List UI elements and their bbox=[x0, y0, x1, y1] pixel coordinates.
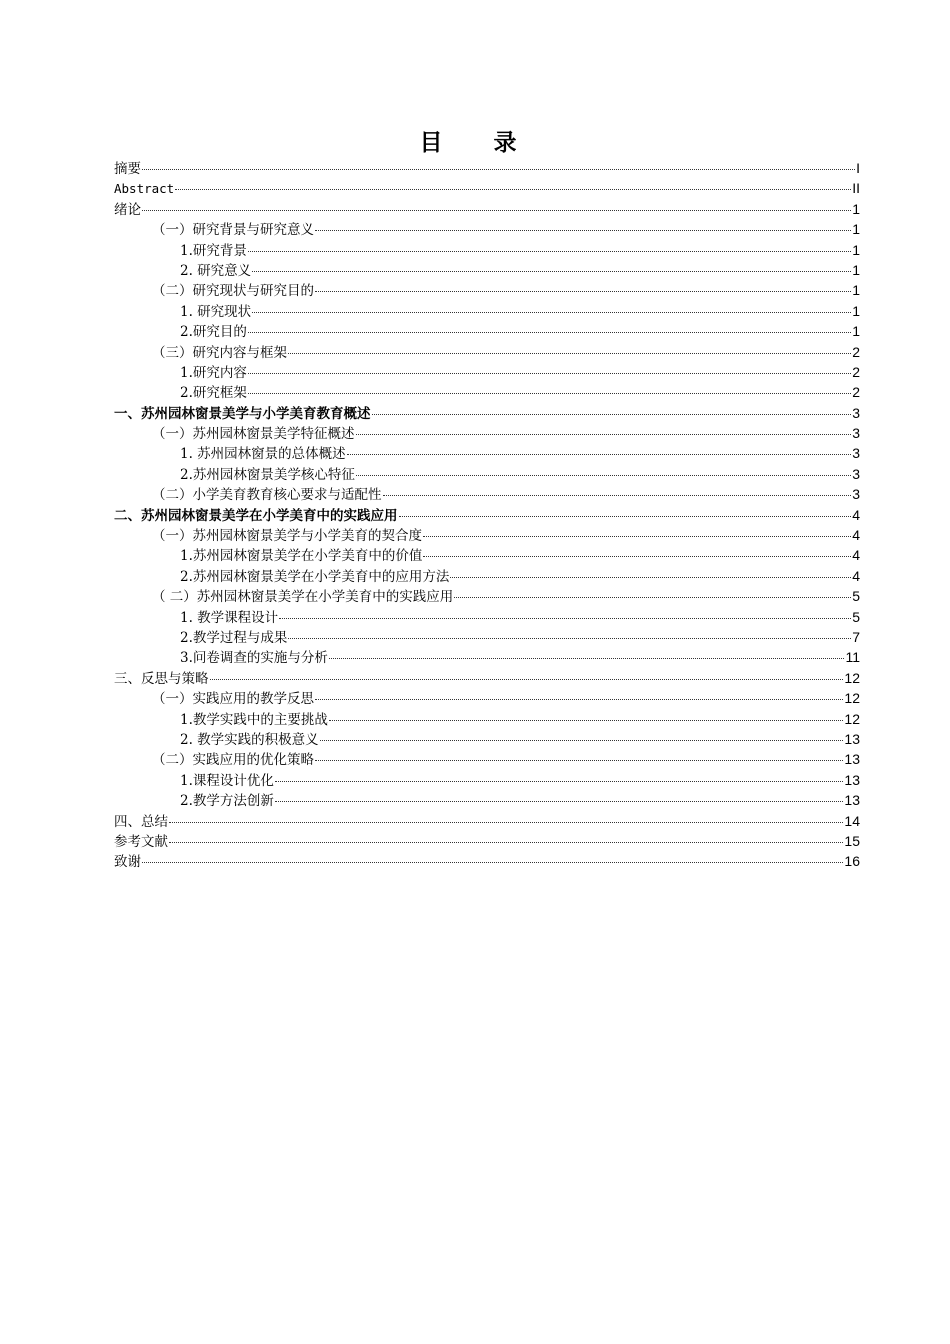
dot-leader bbox=[315, 699, 843, 700]
toc-entry[interactable] bbox=[114, 403, 860, 423]
toc-entry[interactable] bbox=[114, 831, 860, 851]
toc-entry[interactable] bbox=[114, 545, 860, 565]
dot-leader bbox=[142, 862, 843, 863]
toc-entry[interactable] bbox=[114, 464, 860, 484]
toc-entry[interactable] bbox=[114, 219, 860, 239]
toc-entry[interactable] bbox=[114, 280, 860, 300]
toc-entry-page-number: 12 bbox=[844, 710, 860, 727]
toc-entry-title: 1.研究内容 bbox=[180, 364, 247, 381]
toc-entry[interactable] bbox=[114, 260, 860, 280]
dot-leader bbox=[288, 353, 851, 354]
toc-entry-page-number: 16 bbox=[844, 853, 860, 870]
toc-entry-page-number: 13 bbox=[844, 751, 860, 768]
toc-entry-title: 2.研究框架 bbox=[180, 385, 247, 402]
toc-entry-title: （一）苏州园林窗景美学特征概述 bbox=[152, 426, 355, 443]
toc-entry[interactable] bbox=[114, 199, 860, 219]
toc-entry-title: 2. 教学实践的积极意义 bbox=[180, 731, 319, 748]
toc-entry-page-number: 13 bbox=[844, 792, 860, 809]
toc-entry-page-number: 1 bbox=[852, 323, 860, 340]
dot-leader bbox=[372, 414, 852, 415]
dot-leader bbox=[423, 536, 851, 537]
toc-entry[interactable] bbox=[114, 770, 860, 790]
toc-entry-page-number: 3 bbox=[852, 465, 860, 482]
toc-entry-page-number: 15 bbox=[844, 832, 860, 849]
toc-entry[interactable] bbox=[114, 566, 860, 586]
toc-entry-page-number: 3 bbox=[852, 486, 860, 503]
toc-entry[interactable] bbox=[114, 423, 860, 443]
toc-entry-title: 2.研究目的 bbox=[180, 324, 247, 341]
toc-entry-title: 二、苏州园林窗景美学在小学美育中的实践应用 bbox=[114, 507, 398, 524]
toc-entry-page-number: 11 bbox=[845, 649, 860, 666]
dot-leader bbox=[210, 679, 844, 680]
toc-entry-page-number: 13 bbox=[844, 771, 860, 788]
toc-entry-page-number: 1 bbox=[852, 241, 860, 258]
toc-entry[interactable] bbox=[114, 321, 860, 341]
toc-entry-title: 一、苏州园林窗景美学与小学美育教育概述 bbox=[114, 405, 371, 422]
toc-entry-page-number: 1 bbox=[852, 200, 860, 217]
toc-entry-title: （一）实践应用的教学反思 bbox=[152, 691, 314, 708]
toc-entry-title: 1. 苏州园林窗景的总体概述 bbox=[180, 446, 346, 463]
toc-entry[interactable] bbox=[114, 525, 860, 545]
toc-entry-page-number: 7 bbox=[852, 628, 860, 645]
toc-entry[interactable] bbox=[114, 688, 860, 708]
toc-entry-title: 致谢 bbox=[114, 854, 141, 871]
toc-entry-page-number: 3 bbox=[852, 445, 860, 462]
dot-leader bbox=[329, 720, 844, 721]
toc-entry-title: 绪论 bbox=[114, 201, 141, 218]
toc-entry-title: （三）研究内容与框架 bbox=[152, 344, 287, 361]
dot-leader bbox=[279, 618, 851, 619]
toc-entry[interactable] bbox=[114, 158, 860, 178]
toc-entry-title: 2.教学过程与成果 bbox=[180, 629, 288, 646]
toc-entry[interactable] bbox=[114, 811, 860, 831]
toc-entry-title: 参考文献 bbox=[114, 833, 168, 850]
toc-entry-page-number: 13 bbox=[844, 730, 860, 747]
toc-entry-page-number: 14 bbox=[844, 812, 860, 829]
dot-leader bbox=[315, 760, 843, 761]
toc-entry-title: （一）研究背景与研究意义 bbox=[152, 222, 314, 239]
dot-leader bbox=[320, 740, 844, 741]
toc-entry-page-number: 1 bbox=[852, 221, 860, 238]
dot-leader bbox=[347, 454, 852, 455]
dot-leader bbox=[252, 271, 851, 272]
toc-entry-page-number: 12 bbox=[844, 690, 860, 707]
toc-entry-title: 1. 研究现状 bbox=[180, 303, 252, 320]
toc-entry-title: Abstract bbox=[114, 181, 175, 197]
toc-entry[interactable] bbox=[114, 607, 860, 627]
toc-entry-page-number: 4 bbox=[852, 527, 860, 544]
dot-leader bbox=[383, 495, 852, 496]
toc-entry-page-number: I bbox=[856, 160, 860, 176]
toc-entry[interactable] bbox=[114, 586, 860, 606]
toc-entry[interactable] bbox=[114, 790, 860, 810]
toc-entry-title: （二）小学美育教育核心要求与适配性 bbox=[152, 487, 382, 504]
toc-entry-page-number: 4 bbox=[852, 506, 860, 523]
dot-leader bbox=[329, 658, 845, 659]
toc-entry-title: 1.苏州园林窗景美学在小学美育中的价值 bbox=[180, 548, 423, 565]
toc-entry-title: 四、总结 bbox=[114, 813, 168, 830]
toc-entry-page-number: 2 bbox=[852, 363, 860, 380]
toc-entry-page-number: 5 bbox=[852, 588, 860, 605]
dot-leader bbox=[248, 393, 851, 394]
toc-entry-page-number: 3 bbox=[852, 404, 860, 421]
toc-entry-title: 1. 教学课程设计 bbox=[180, 609, 279, 626]
toc-entry-title: （二）实践应用的优化策略 bbox=[152, 752, 314, 769]
toc-entry[interactable] bbox=[114, 729, 860, 749]
toc-entry-title: （二）研究现状与研究目的 bbox=[152, 283, 314, 300]
toc-entry-page-number: 1 bbox=[852, 282, 860, 299]
toc-entry-title: 摘要 bbox=[114, 161, 141, 177]
dot-leader bbox=[450, 577, 851, 578]
dot-leader bbox=[454, 597, 851, 598]
toc-entry[interactable] bbox=[114, 342, 860, 362]
toc-entry[interactable] bbox=[114, 382, 860, 402]
toc-entry-page-number: 1 bbox=[852, 261, 860, 278]
toc-entry-page-number: 1 bbox=[852, 302, 860, 319]
toc-entry-page-number: 3 bbox=[852, 425, 860, 442]
toc-entry-title: 2. 研究意义 bbox=[180, 262, 252, 279]
toc-entry[interactable] bbox=[114, 484, 860, 504]
toc-entry-page-number: 2 bbox=[852, 384, 860, 401]
toc-entry[interactable] bbox=[114, 178, 860, 198]
dot-leader bbox=[356, 475, 851, 476]
dot-leader bbox=[248, 251, 851, 252]
toc-entry[interactable] bbox=[114, 668, 860, 688]
toc-entry-title: 2.苏州园林窗景美学在小学美育中的应用方法 bbox=[180, 568, 450, 585]
dot-leader bbox=[315, 230, 851, 231]
dot-leader bbox=[315, 291, 851, 292]
dot-leader bbox=[252, 312, 851, 313]
table-of-contents bbox=[114, 158, 860, 872]
toc-entry-page-number: 4 bbox=[852, 567, 860, 584]
dot-leader bbox=[275, 801, 844, 802]
dot-leader bbox=[288, 638, 851, 639]
toc-entry-title: 3.问卷调查的实施与分析 bbox=[180, 650, 328, 667]
toc-entry[interactable] bbox=[114, 505, 860, 525]
dot-leader bbox=[248, 373, 851, 374]
dot-leader bbox=[142, 210, 851, 211]
toc-entry[interactable] bbox=[114, 749, 860, 769]
toc-entry[interactable] bbox=[114, 362, 860, 382]
toc-entry-title: 1.课程设计优化 bbox=[180, 772, 274, 789]
toc-entry[interactable] bbox=[114, 627, 860, 647]
toc-entry-title: 三、反思与策略 bbox=[114, 670, 209, 687]
dot-leader bbox=[175, 189, 851, 190]
toc-entry-page-number: 2 bbox=[852, 343, 860, 360]
dot-leader bbox=[423, 556, 851, 557]
toc-entry-title: 2.教学方法创新 bbox=[180, 793, 274, 810]
toc-entry-page-number: 4 bbox=[852, 547, 860, 564]
dot-leader bbox=[142, 169, 855, 170]
toc-entry[interactable] bbox=[114, 301, 860, 321]
toc-entry[interactable] bbox=[114, 240, 860, 260]
dot-leader bbox=[356, 434, 852, 435]
toc-entry-title: 1.教学实践中的主要挑战 bbox=[180, 711, 328, 728]
toc-entry-page-number: 5 bbox=[852, 608, 860, 625]
toc-entry-title: （ 二）苏州园林窗景美学在小学美育中的实践应用 bbox=[152, 589, 454, 606]
toc-entry-title: 2.苏州园林窗景美学核心特征 bbox=[180, 466, 355, 483]
page-title: 目 录 bbox=[419, 130, 531, 156]
dot-leader bbox=[169, 842, 843, 843]
dot-leader bbox=[169, 822, 843, 823]
toc-entry[interactable] bbox=[114, 851, 860, 871]
toc-entry[interactable] bbox=[114, 443, 860, 463]
toc-entry-title: （一）苏州园林窗景美学与小学美育的契合度 bbox=[152, 528, 422, 545]
dot-leader bbox=[275, 781, 844, 782]
toc-entry-page-number: II bbox=[852, 180, 860, 197]
dot-leader bbox=[399, 516, 852, 517]
toc-entry[interactable] bbox=[114, 647, 860, 667]
toc-entry-page-number: 12 bbox=[844, 669, 860, 686]
toc-entry[interactable] bbox=[114, 709, 860, 729]
toc-entry-title: 1.研究背景 bbox=[180, 242, 247, 259]
dot-leader bbox=[248, 332, 851, 333]
